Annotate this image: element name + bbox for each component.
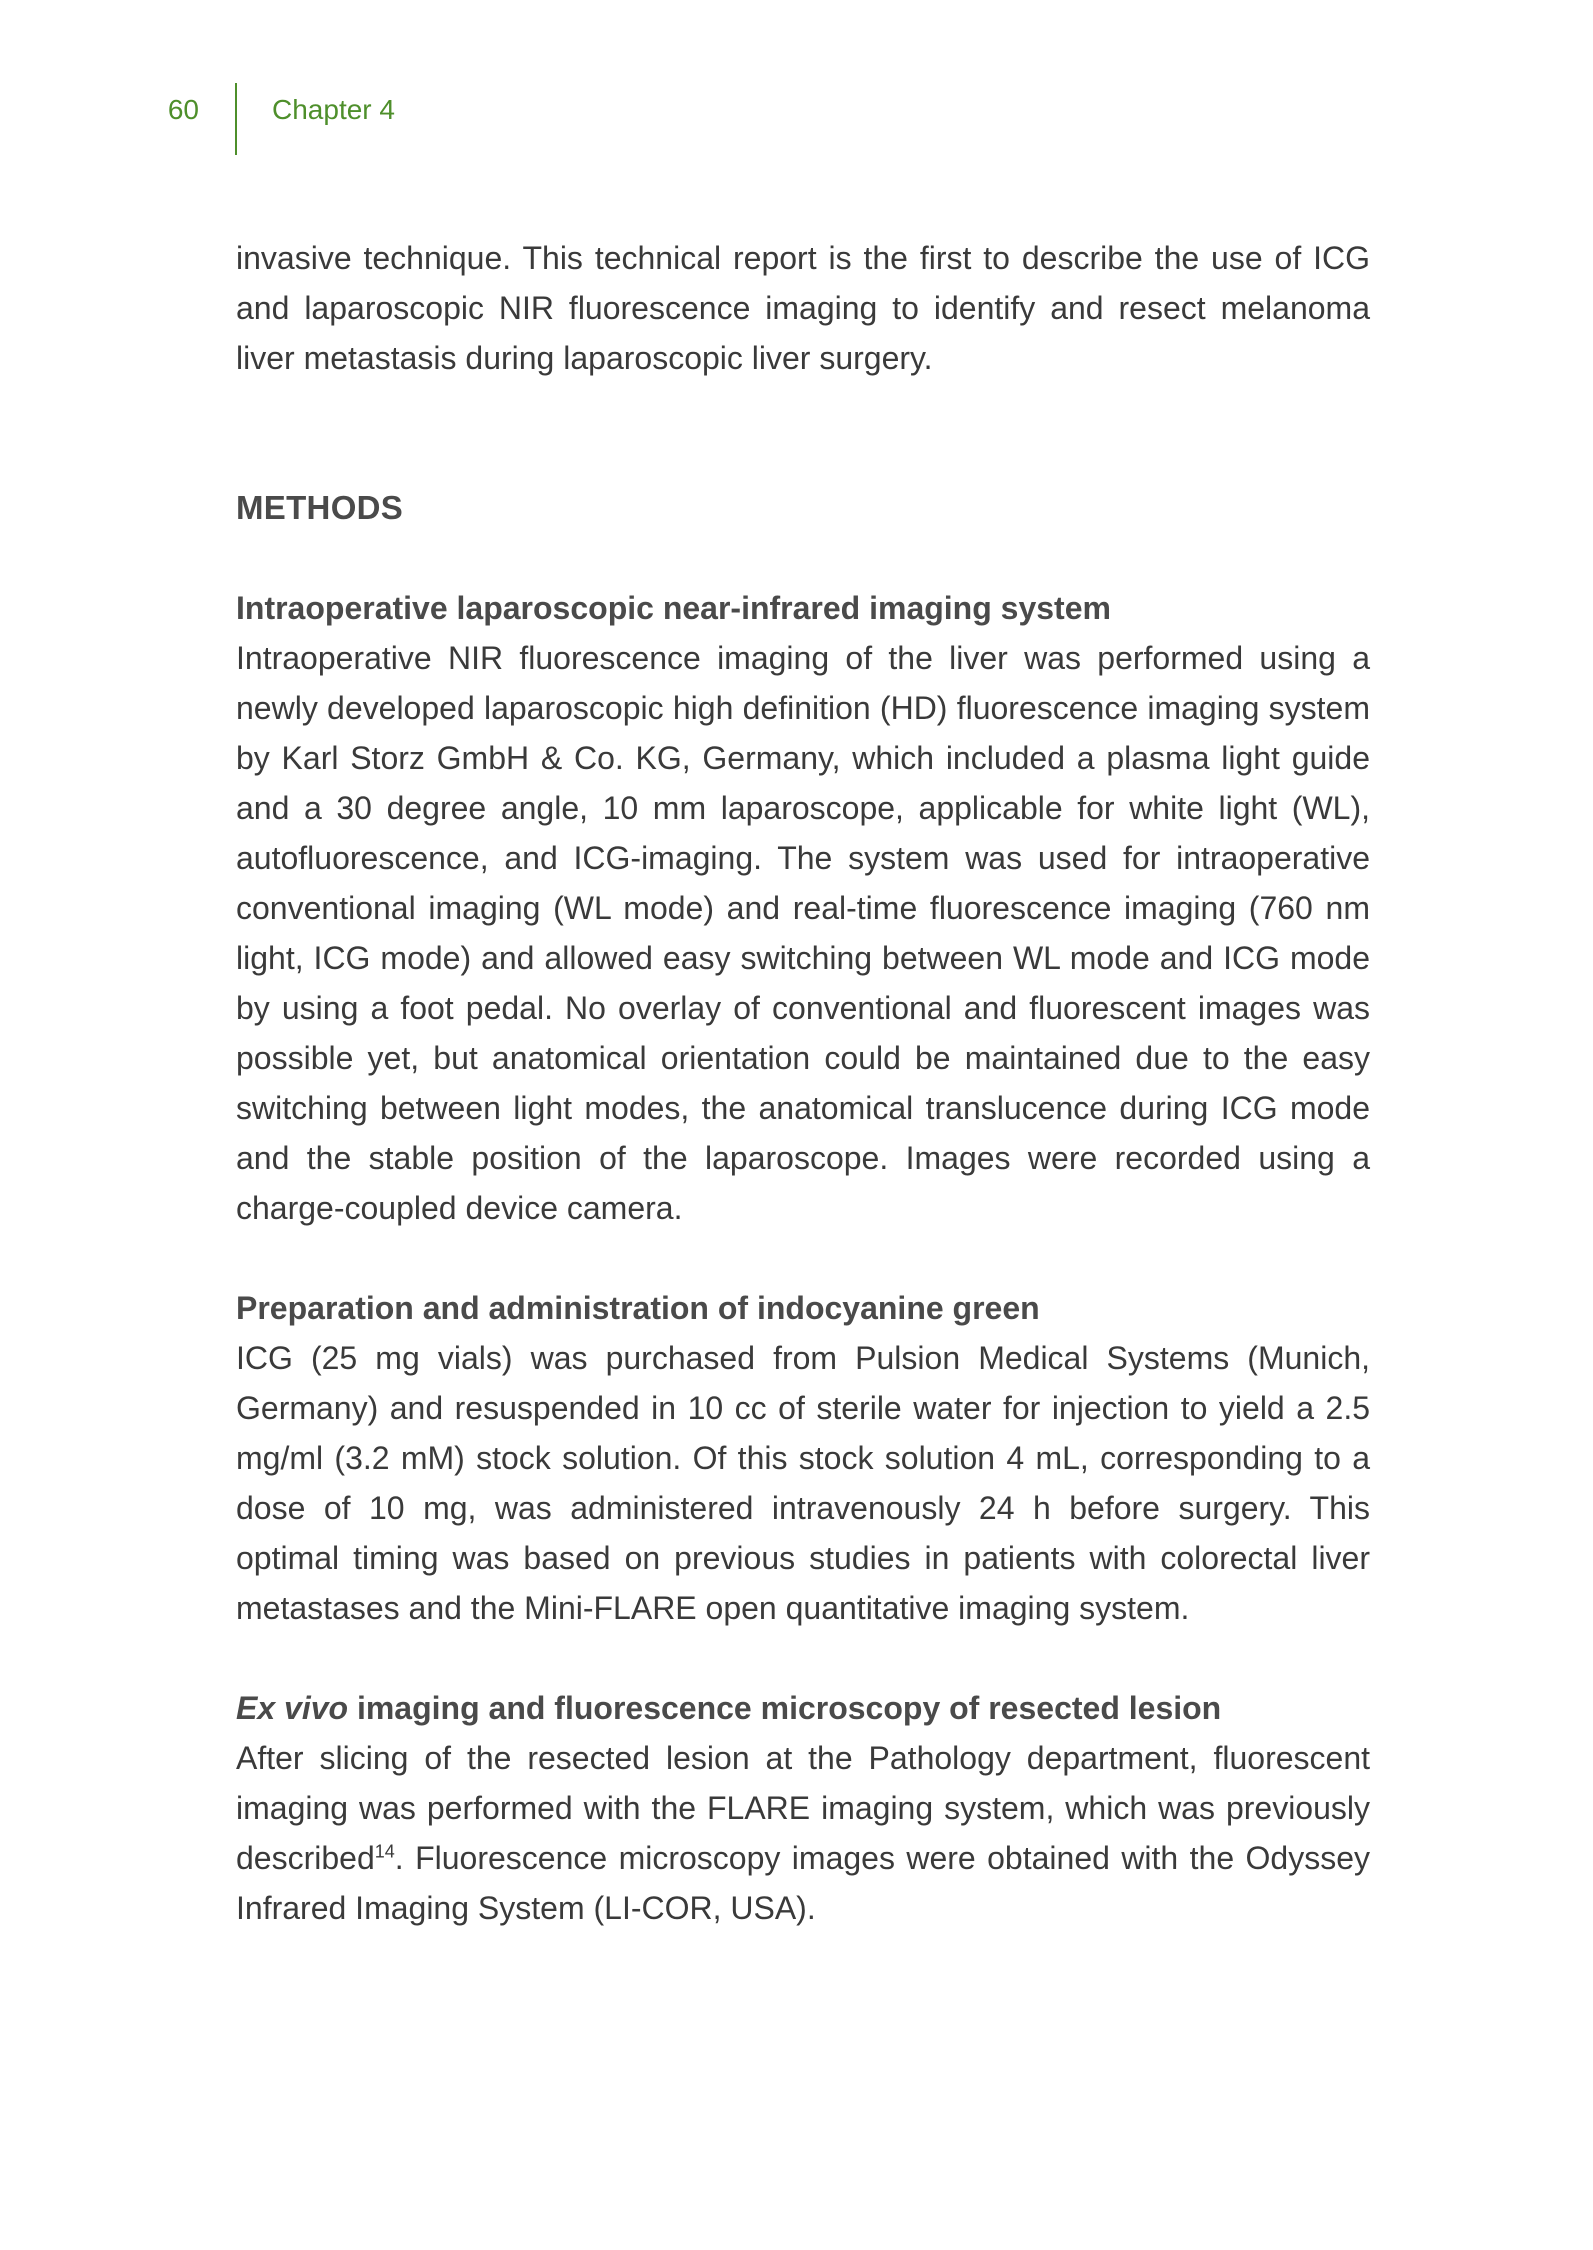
subsection-imaging-system	[236, 583, 1370, 1233]
subsection-ex-vivo-imaging	[236, 1683, 1370, 1933]
subsection-heading: Intraoperative laparoscopic near-infrared imaging system	[236, 590, 1111, 626]
reference-superscript: 14	[374, 1841, 395, 1862]
subsection-icg-preparation	[236, 1283, 1370, 1633]
intro-paragraph: invasive technique. This technical report is the first to describe the use of ICG and laparoscopic NIR fluorescence imaging to identify and resect melanoma liver metastasis during laparoscopic liver surgery.	[236, 240, 1370, 376]
chapter-label: Chapter 4	[272, 94, 395, 125]
subsection-heading: Preparation and administration of indocyanine green	[236, 1290, 1040, 1326]
header-divider	[235, 83, 237, 155]
page-body	[236, 233, 1370, 1933]
section-title-methods: METHODS	[236, 489, 404, 526]
running-header	[0, 0, 1593, 160]
subsection-paragraph	[236, 1733, 1370, 1933]
subsection-heading	[236, 1683, 1370, 1733]
paragraph-text-part-2: . Fluorescence microscopy images were obtained with the Odyssey Infrared Imaging System (LI-COR, USA).	[236, 1840, 1370, 1926]
subsection-paragraph: ICG (25 mg vials) was purchased from Pulsion Medical Systems (Munich, Germany) and resuspended in 10 cc of sterile water for injection to yield a 2.5 mg/ml (3.2 mM) stock solution. Of this stock solution 4 mL, corresponding to a dose of 10 mg, was administered intravenously 24 h before surgery. This optimal timing was based on previous studies in patients with colorectal liver metastases and the Mini-FLARE open quantitative imaging system.	[236, 1340, 1370, 1626]
page-number: 60	[167, 94, 199, 125]
paragraph-text-part-1: After slicing of the resected lesion at the Pathology department, fluorescent imaging was performed with the FLARE imaging system, which was previously described	[236, 1740, 1370, 1876]
subsection-paragraph: Intraoperative NIR fluorescence imaging of the liver was performed using a newly developed laparoscopic high definition (HD) fluorescence imaging system by Karl Storz GmbH & Co. KG, Germany, which included a plasma light guide and a 30 degree angle, 10 mm laparoscope, applicable for white light (WL), autofluorescence, and ICG-imaging. The system was used for intraoperative conventional imaging (WL mode) and real-time fluorescence imaging (760 nm light, ICG mode) and allowed easy switching between WL mode and ICG mode by using a foot pedal. No overlay of conventional and fluorescent images was possible yet, but anatomical orientation could be maintained due to the easy switching between light modes, the anatomical translucence during ICG mode and the stable position of the laparoscope. Images were recorded using a charge-coupled device camera.	[236, 640, 1370, 1226]
heading-rest: imaging and fluorescence microscopy of resected lesion	[348, 1690, 1222, 1726]
heading-italic-part: Ex vivo	[236, 1690, 349, 1726]
